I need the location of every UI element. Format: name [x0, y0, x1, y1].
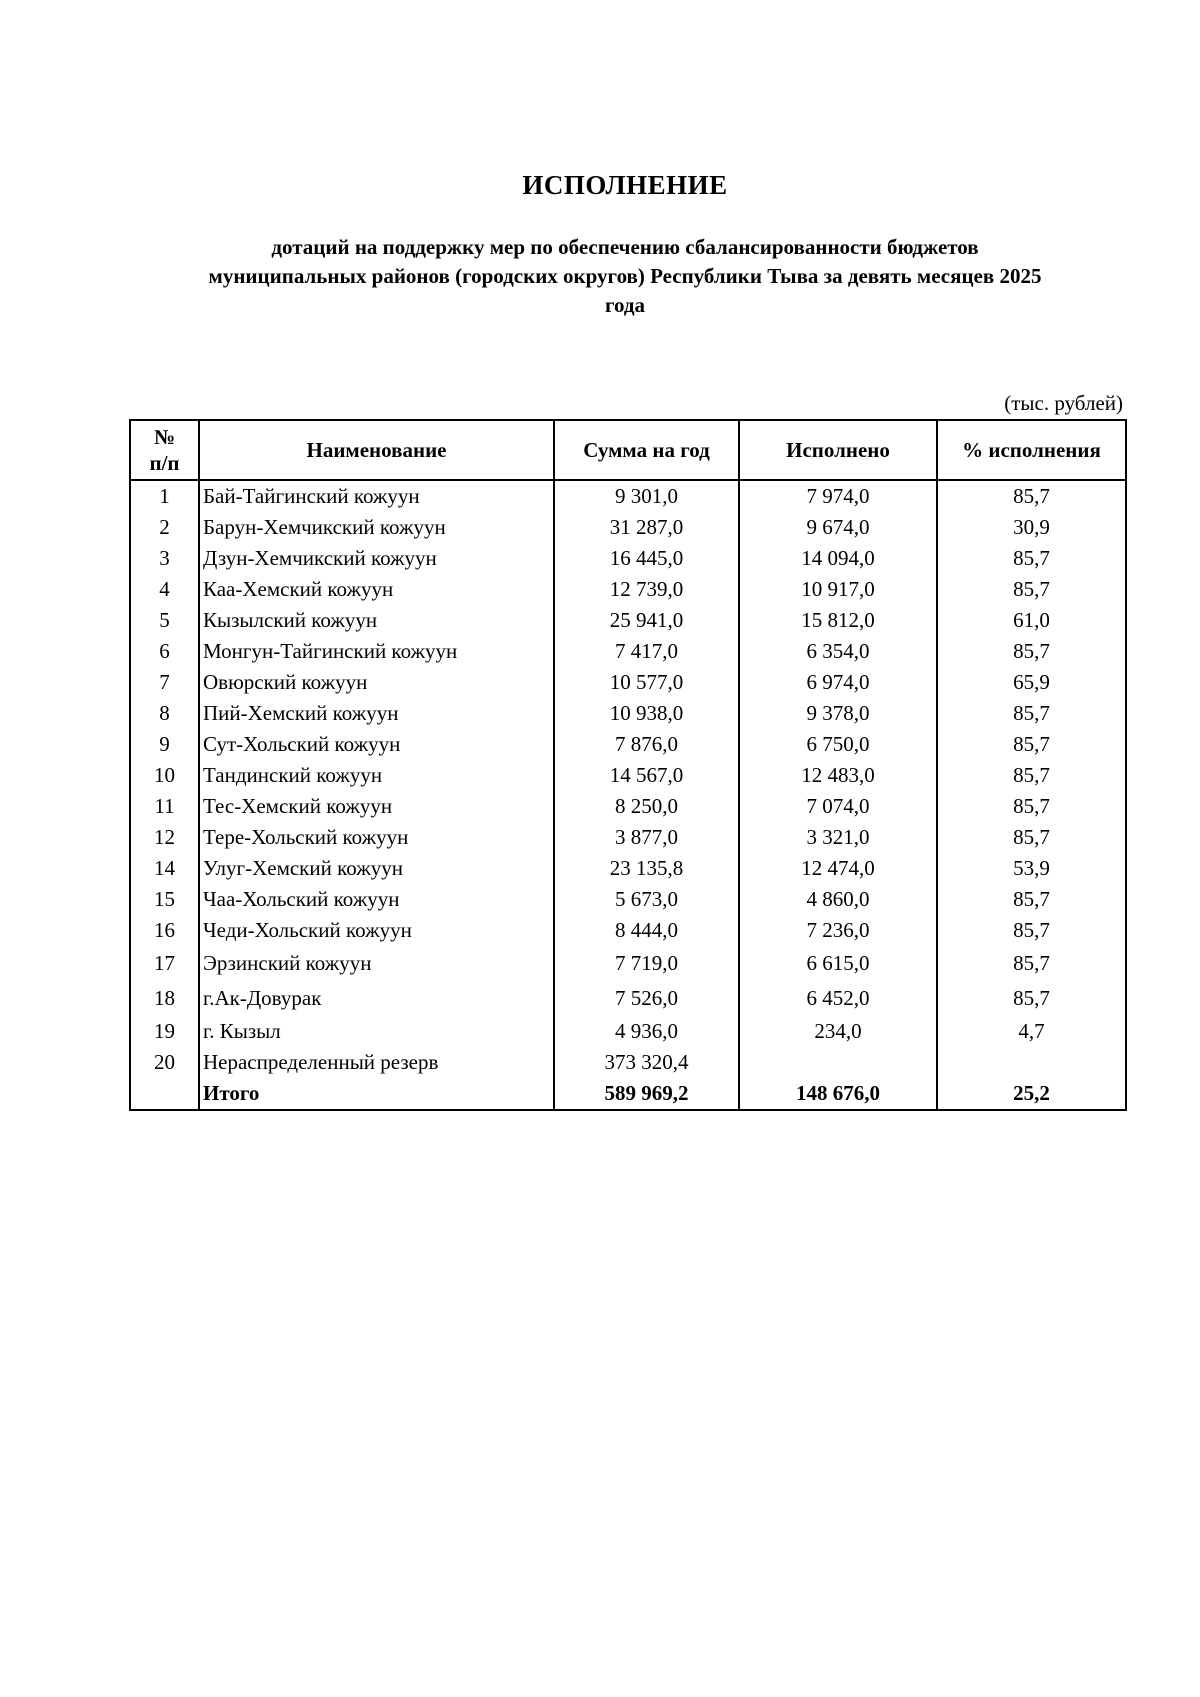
row-annual-sum: 16 445,0 [554, 543, 739, 574]
row-percent [937, 1047, 1126, 1078]
table-row [130, 512, 1126, 543]
row-number: 5 [130, 605, 199, 636]
row-annual-sum: 14 567,0 [554, 760, 739, 791]
row-percent: 85,7 [937, 574, 1126, 605]
row-name: Кызылский кожуун [199, 605, 554, 636]
row-name: Бай-Тайгинский кожуун [199, 480, 554, 512]
table-row [130, 698, 1126, 729]
row-number: 10 [130, 760, 199, 791]
row-percent: 61,0 [937, 605, 1126, 636]
table-row [130, 1016, 1126, 1047]
row-number: 8 [130, 698, 199, 729]
header-number [130, 420, 199, 480]
row-number: 3 [130, 543, 199, 574]
row-percent: 85,7 [937, 791, 1126, 822]
header-executed: Исполнено [739, 420, 937, 480]
row-executed [739, 1047, 937, 1078]
table-row [130, 946, 1126, 981]
row-executed: 10 917,0 [739, 574, 937, 605]
row-percent: 85,7 [937, 636, 1126, 667]
table-row [130, 915, 1126, 946]
row-percent: 30,9 [937, 512, 1126, 543]
row-number: 20 [130, 1047, 199, 1078]
row-number: 15 [130, 884, 199, 915]
row-percent: 4,7 [937, 1016, 1126, 1047]
row-executed: 7 974,0 [739, 480, 937, 512]
table-row [130, 884, 1126, 915]
row-percent: 53,9 [937, 853, 1126, 884]
row-annual-sum: 7 417,0 [554, 636, 739, 667]
row-annual-sum: 23 135,8 [554, 853, 739, 884]
row-percent: 85,7 [937, 981, 1126, 1016]
table-row [130, 605, 1126, 636]
row-annual-sum: 9 301,0 [554, 480, 739, 512]
row-number: 11 [130, 791, 199, 822]
document-subtitle [125, 233, 1125, 320]
row-executed: 6 354,0 [739, 636, 937, 667]
row-executed: 15 812,0 [739, 605, 937, 636]
row-name: Сут-Хольский кожуун [199, 729, 554, 760]
row-annual-sum: 5 673,0 [554, 884, 739, 915]
table-row [130, 822, 1126, 853]
row-executed: 14 094,0 [739, 543, 937, 574]
row-executed: 9 674,0 [739, 512, 937, 543]
row-name: Чаа-Хольский кожуун [199, 884, 554, 915]
table-row [130, 853, 1126, 884]
row-name: г. Кызыл [199, 1016, 554, 1047]
row-annual-sum: 373 320,4 [554, 1047, 739, 1078]
row-annual-sum: 12 739,0 [554, 574, 739, 605]
row-percent: 85,7 [937, 543, 1126, 574]
row-annual-sum: 31 287,0 [554, 512, 739, 543]
table-row [130, 791, 1126, 822]
total-number [130, 1078, 199, 1110]
row-name: Овюрский кожуун [199, 667, 554, 698]
header-number-symbol: № [153, 425, 176, 449]
row-number: 7 [130, 667, 199, 698]
row-executed: 234,0 [739, 1016, 937, 1047]
row-number: 16 [130, 915, 199, 946]
row-name: г.Ак-Довурак [199, 981, 554, 1016]
page-title: ИСПОЛНЕНИЕ [522, 170, 728, 200]
row-executed: 4 860,0 [739, 884, 937, 915]
total-annual-sum: 589 969,2 [554, 1078, 739, 1110]
row-name: Тес-Хемский кожуун [199, 791, 554, 822]
row-name: Пий-Хемский кожуун [199, 698, 554, 729]
row-number: 1 [130, 480, 199, 512]
table-row [130, 636, 1126, 667]
total-executed: 148 676,0 [739, 1078, 937, 1110]
table-row [130, 480, 1126, 512]
row-executed: 7 236,0 [739, 915, 937, 946]
row-annual-sum: 10 938,0 [554, 698, 739, 729]
row-percent: 65,9 [937, 667, 1126, 698]
table-row [130, 760, 1126, 791]
total-name: Итого [199, 1078, 554, 1110]
row-name: Барун-Хемчикский кожуун [199, 512, 554, 543]
row-percent: 85,7 [937, 698, 1126, 729]
row-number: 6 [130, 636, 199, 667]
header-number-abbrev: п/п [149, 451, 180, 475]
header-name: Наименование [199, 420, 554, 480]
table-row [130, 981, 1126, 1016]
row-annual-sum: 7 876,0 [554, 729, 739, 760]
row-annual-sum: 7 526,0 [554, 981, 739, 1016]
row-executed: 12 483,0 [739, 760, 937, 791]
row-name: Чеди-Хольский кожуун [199, 915, 554, 946]
table-row [130, 574, 1126, 605]
row-annual-sum: 8 444,0 [554, 915, 739, 946]
total-row [130, 1078, 1126, 1110]
row-number: 19 [130, 1016, 199, 1047]
row-number: 9 [130, 729, 199, 760]
row-annual-sum: 3 877,0 [554, 822, 739, 853]
row-percent: 85,7 [937, 946, 1126, 981]
row-name: Монгун-Тайгинский кожуун [199, 636, 554, 667]
row-percent: 85,7 [937, 884, 1126, 915]
row-annual-sum: 8 250,0 [554, 791, 739, 822]
row-name: Дзун-Хемчикский кожуун [199, 543, 554, 574]
row-name: Улуг-Хемский кожуун [199, 853, 554, 884]
row-executed: 6 974,0 [739, 667, 937, 698]
row-executed: 7 074,0 [739, 791, 937, 822]
subtitle-line-1: дотаций на поддержку мер по обеспечению сбалансированности бюджетов [271, 235, 979, 259]
row-annual-sum: 10 577,0 [554, 667, 739, 698]
row-number: 2 [130, 512, 199, 543]
table-row [130, 543, 1126, 574]
row-percent: 85,7 [937, 480, 1126, 512]
table-row [130, 729, 1126, 760]
row-executed: 6 452,0 [739, 981, 937, 1016]
total-percent: 25,2 [937, 1078, 1126, 1110]
row-percent: 85,7 [937, 822, 1126, 853]
row-number: 4 [130, 574, 199, 605]
row-annual-sum: 7 719,0 [554, 946, 739, 981]
row-executed: 12 474,0 [739, 853, 937, 884]
row-percent: 85,7 [937, 760, 1126, 791]
header-percent: % исполнения [937, 420, 1126, 480]
subtitle-line-2: муниципальных районов (городских округов) Республики Тыва за девять месяцев 2025 [208, 264, 1042, 288]
row-number: 17 [130, 946, 199, 981]
row-number: 12 [130, 822, 199, 853]
row-annual-sum: 25 941,0 [554, 605, 739, 636]
row-executed: 6 615,0 [739, 946, 937, 981]
row-executed: 6 750,0 [739, 729, 937, 760]
row-annual-sum: 4 936,0 [554, 1016, 739, 1047]
table-header-row [130, 420, 1126, 480]
row-executed: 3 321,0 [739, 822, 937, 853]
table-row [130, 1047, 1126, 1078]
row-name: Нераспределенный резерв [199, 1047, 554, 1078]
table-body [130, 480, 1126, 1110]
header-annual-sum: Сумма на год [554, 420, 739, 480]
row-name: Каа-Хемский кожуун [199, 574, 554, 605]
row-number: 14 [130, 853, 199, 884]
row-number: 18 [130, 981, 199, 1016]
row-percent: 85,7 [937, 915, 1126, 946]
row-percent: 85,7 [937, 729, 1126, 760]
row-executed: 9 378,0 [739, 698, 937, 729]
row-name: Тандинский кожуун [199, 760, 554, 791]
budget-execution-table [129, 419, 1127, 1111]
row-name: Тере-Хольский кожуун [199, 822, 554, 853]
table-row [130, 667, 1126, 698]
units-label: (тыс. рублей) [1004, 391, 1123, 415]
subtitle-line-3: года [604, 293, 646, 317]
row-name: Эрзинский кожуун [199, 946, 554, 981]
